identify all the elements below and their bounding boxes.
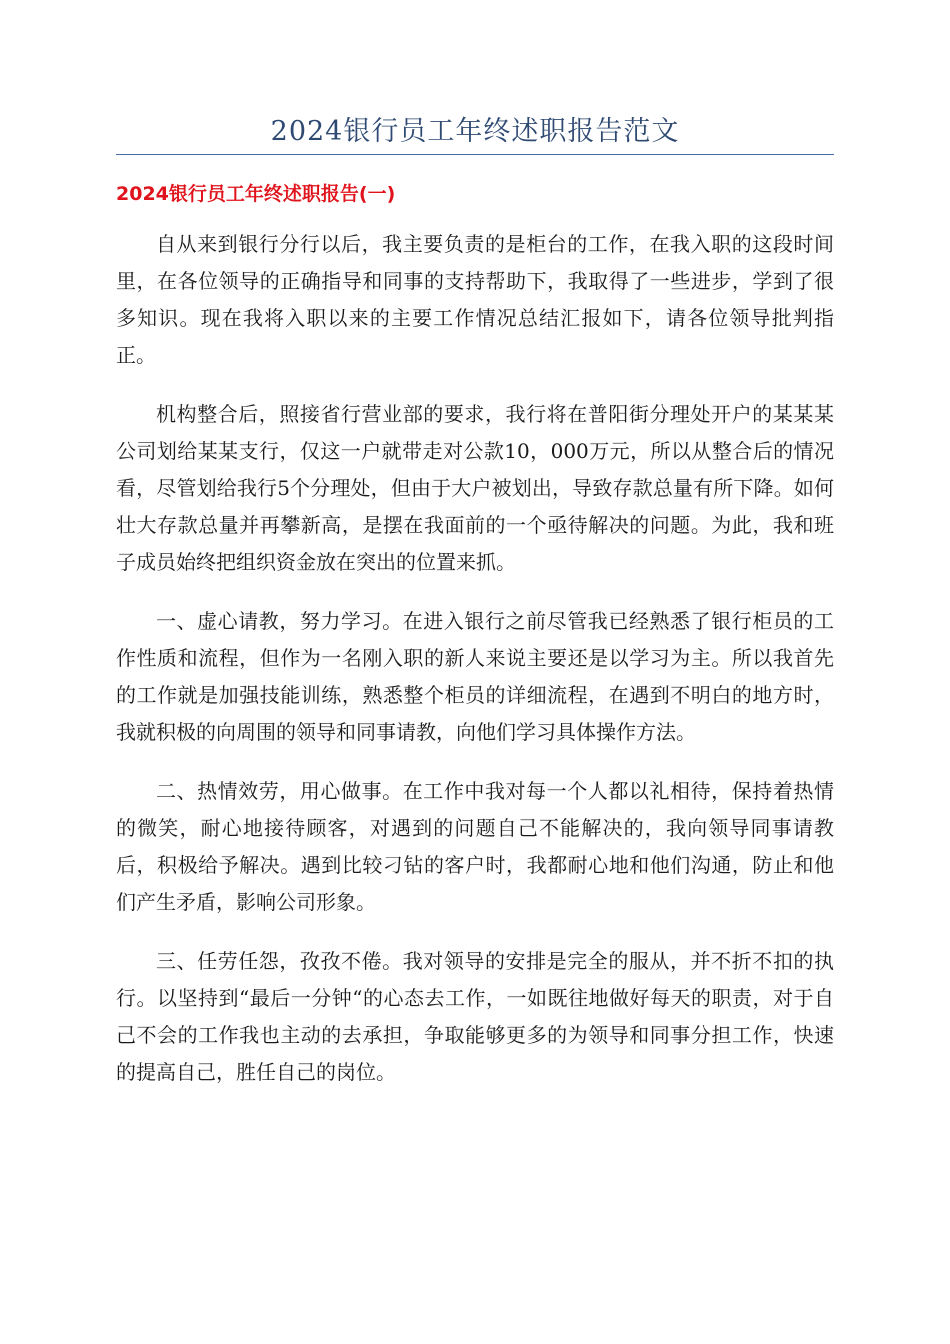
paragraph-point-three: 三、任劳任怨，孜孜不倦。我对领导的安排是完全的服从，并不折不扣的执行。以坚持到“最后一分钟“的心态去工作，一如既往地做好每天的职责，对于自己不会的工作我也主动的去承担，争取能够更多的为领导和同事分担工作，快速的提高自己，胜任自己的岗位。 (116, 949, 834, 1084)
paragraph-point-one: 一、虚心请教，努力学习。在进入银行之前尽管我已经熟悉了银行柜员的工作性质和流程，但作为一名刚入职的新人来说主要还是以学习为主。所以我首先的工作就是加强技能训练，熟悉整个柜员的详细流程，在遇到不明白的地方时，我就积极的向周围的领导和同事请教，向他们学习具体操作方法。 (116, 609, 834, 744)
paragraph-restructuring: 机构整合后，照接省行营业部的要求，我行将在普阳街分理处开户的某某某公司划给某某支行，仅这一户就带走对公款10，000万元，所以从整合后的情况看，尽管划给我行5个分理处，但由于大户被划出，导致存款总量有所下降。如何壮大存款总量并再攀新高，是摆在我面前的一个亟待解决的问题。为此，我和班子成员始终把组织资金放在突出的位置来抓。 (116, 402, 834, 574)
document-body (116, 226, 834, 1113)
paragraph-point-two: 二、热情效劳，用心做事。在工作中我对每一个人都以礼相待，保持着热情的微笑，耐心地接待顾客，对遇到的问题自己不能解决的，我向领导同事请教后，积极给予解决。遇到比较刁钻的客户时，我都耐心地和他们沟通，防止和他们产生矛盾，影响公司形象。 (116, 779, 834, 914)
title-underline-divider (116, 154, 834, 155)
paragraph-intro: 自从来到银行分行以后，我主要负责的是柜台的工作，在我入职的这段时间里，在各位领导的正确指导和同事的支持帮助下，我取得了一些进步，学到了很多知识。现在我将入职以来的主要工作情况总结汇报如下，请各位领导批判指正。 (116, 232, 834, 367)
document-title: 2024银行员工年终述职报告范文 (270, 116, 680, 147)
section-heading: 2024银行员工年终述职报告(一) (116, 183, 396, 205)
